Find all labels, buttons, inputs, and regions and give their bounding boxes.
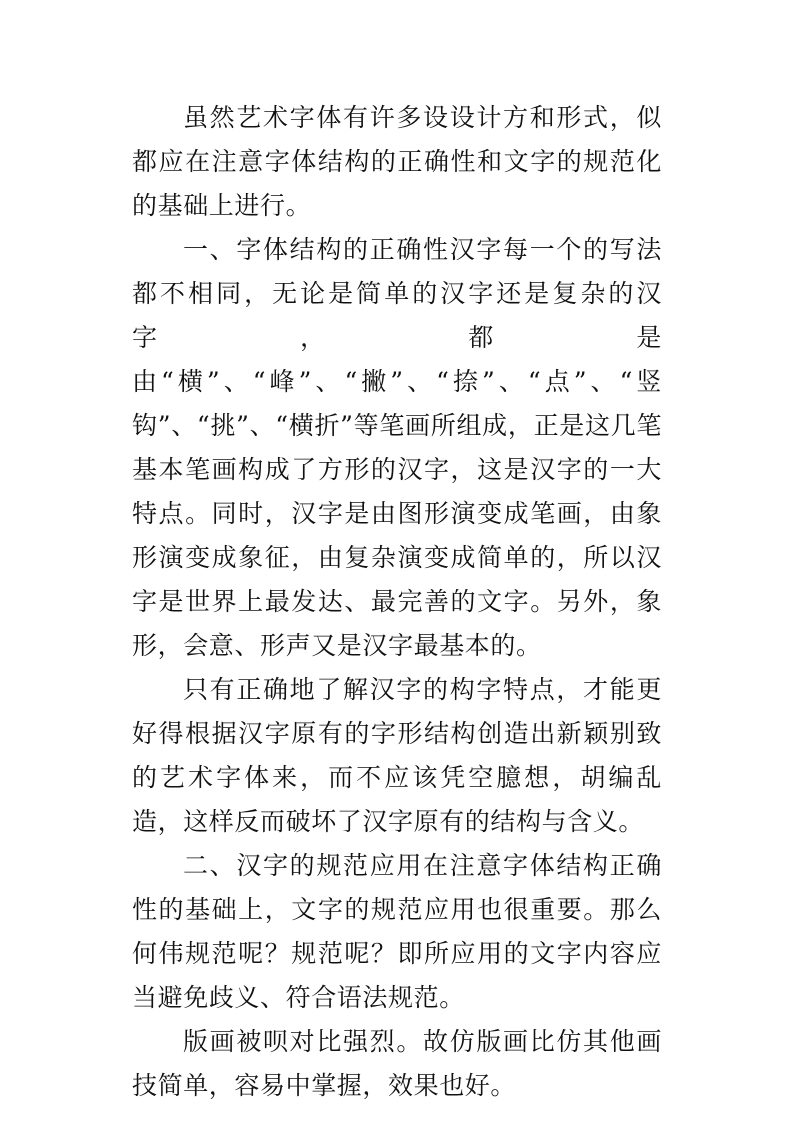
paragraph-intro: 虽然艺术字体有许多设设计方和形式，似都应在注意字体结构的正确性和文字的规范化的基础上进行。 (132, 103, 662, 220)
paragraph-standard-usage: 二、汉字的规范应用在注意字体结构正确性的基础上，文字的规范应用也很重要。那么何伟规范呢？规范呢？即所应用的文字内容应当避免歧义、符合语法规范。 (132, 851, 662, 1012)
paragraph-print: 版画被呗对比强烈。故仿版画比仿其他画技简单，容易中掌握，效果也好。 (132, 1027, 662, 1100)
document-body (132, 96, 662, 1108)
paragraph-structure: 一、字体结构的正确性汉字每一个的写法都不相同，无论是简单的汉字还是复杂的汉字，都是由“横”、“峰”、“撇”、“捺”、“点”、“竖钩”、“挑”、“横折”等笔画所组成，正是这几笔基本笔画构成了方形的汉字，这是汉字的一大特点。同时，汉字是由图形演变成笔画，由象形演变成象征，由复杂演变成简单的，所以汉字是世界上最发达、最完善的文字。另外，象形，会意、形声又是汉字最基本的。 (132, 235, 662, 660)
paragraph-understanding: 只有正确地了解汉字的构字特点，才能更好得根据汉字原有的字形结构创造出新颖别致的艺术字体来，而不应该凭空臆想，胡编乱造，这样反而破坏了汉字原有的结构与含义。 (132, 675, 662, 836)
